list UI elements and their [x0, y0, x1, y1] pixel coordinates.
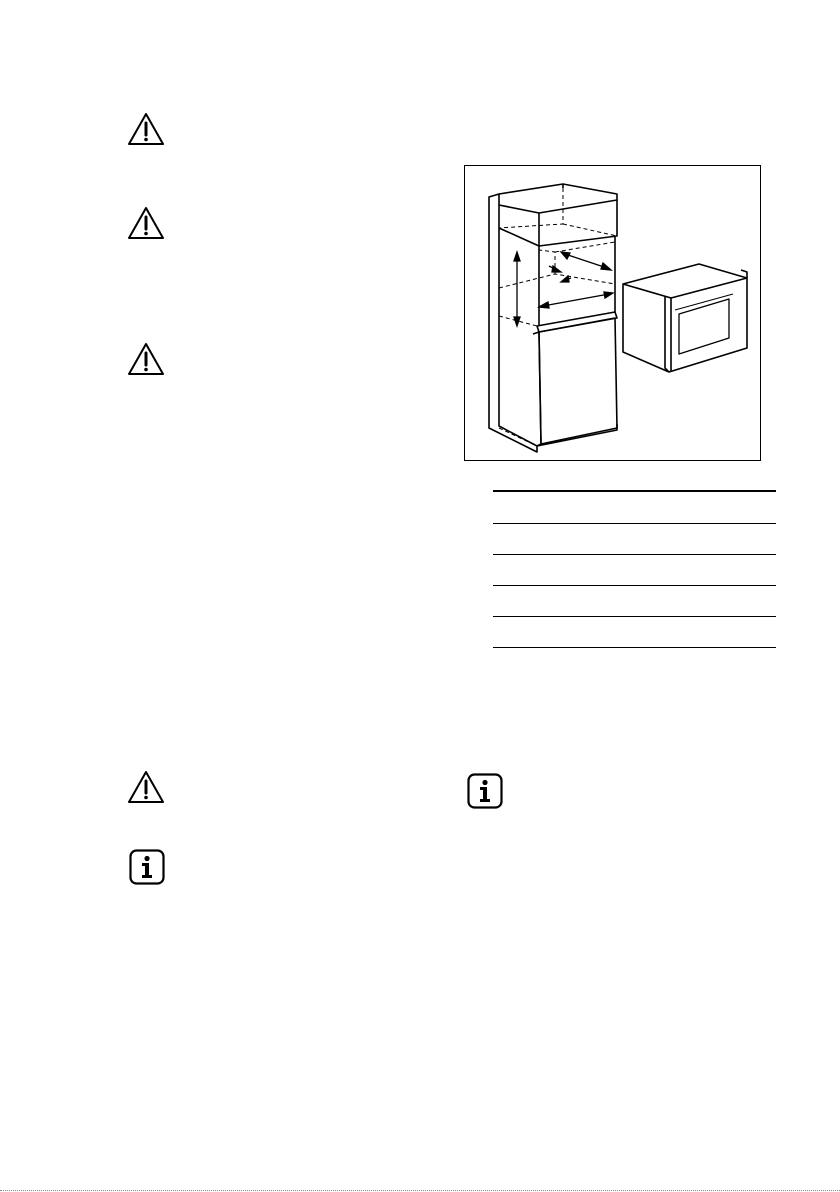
oven-appliance	[623, 264, 747, 372]
table-row	[493, 524, 776, 555]
table-row	[493, 491, 776, 524]
table-cell	[635, 491, 777, 524]
table-cell	[493, 555, 635, 586]
warning-triangle-icon	[127, 206, 165, 240]
table-cell	[493, 524, 635, 555]
table-cell	[493, 617, 635, 648]
table-row	[493, 586, 776, 617]
cabinet-and-oven-drawing	[465, 166, 762, 462]
table-cell	[635, 524, 777, 555]
info-box-icon	[129, 849, 165, 885]
table-row	[493, 617, 776, 648]
info-box-icon	[467, 773, 503, 809]
niche-bottom-shelf	[537, 312, 617, 332]
cabinet-top	[499, 184, 617, 213]
cabinet-lower-door	[539, 318, 617, 444]
warning-triangle-icon	[127, 770, 165, 804]
table-cell	[493, 491, 635, 524]
dimension-table	[493, 490, 776, 648]
warning-triangle-icon	[127, 112, 165, 146]
table-cell	[635, 586, 777, 617]
warning-triangle-icon	[127, 342, 165, 376]
table-cell	[635, 617, 777, 648]
table-cell	[493, 586, 635, 617]
page-bottom-rule	[0, 1190, 840, 1191]
table-cell	[635, 555, 777, 586]
table-row	[493, 555, 776, 586]
cabinet-left-panel	[489, 194, 537, 452]
installation-figure	[464, 165, 761, 461]
